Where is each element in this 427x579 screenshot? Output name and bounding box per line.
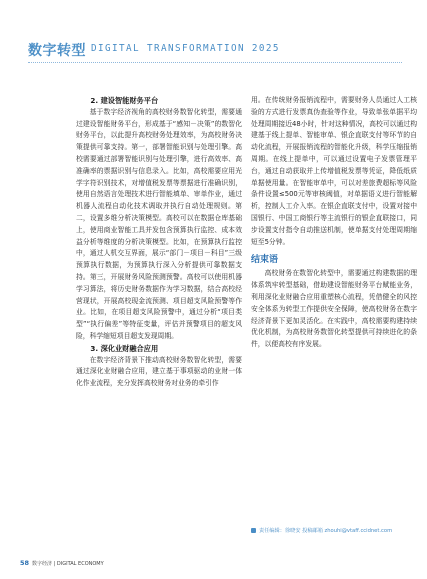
section-heading-3: 3. 深化业财融合应用: [90, 343, 159, 353]
body-paragraph: 高校财务在数智化转型中，需要通过构建数据的理体系筑牢转型基础，借助建设智能财务平台赋能业务，利用深化业财融合应用重塑核心流程，凭借健全的风控安全体系为转型工作提供安全保障，使高校财务在数字经济背景下更加灵活化。在实践中，高校需要构建持续优化机制，为高校财务数智化转型提供可持续进化的条件，以便高校有序发展。: [251, 269, 417, 349]
section-heading-2: 2. 建设智能财务平台: [90, 96, 159, 105]
page-number: 58: [20, 559, 30, 567]
body-paragraph: 在数字经济背景下推动高校财务数智化转型，需要通过深化业财融合应用，建立基于事项驱动的业财一体化作业流程，充分发挥高校财务对业务的牵引作: [76, 355, 242, 388]
editor-text: 责任编辑：徐晓安 投稿邮箱 zhouhi@vtaff.ccidnet.com: [259, 528, 393, 534]
header-divider: [28, 62, 402, 63]
body-paragraph: 基于数字经济视角的高校财务数智化转型，需要通过建设智能财务平台，形成基于“感知－决策”的数智化财务平台，以此提升高校财务处理效率，为高校财务决策提供可靠支持。第一，部署智能识别与处理引擎。高校需要通过部署智能识别与处理引擎，进行高效率、高准确率的票据识别与信息录入。比如，高校需要应用光学字符识别技术，对增值税发票等票据进行准确识别，使用自然语言处理技术进行智能填单、审单作业，通过机器人流程自动化技术调取并执行自动处理规则。第二，设置多维分析决策模型。高校可以在数据仓库基础上，使用商业智能工具并发包含预算执行监控、成本效益分析等维度的分析决策模型。比如，在预算执行监控中，通过人机交互界面，展示“部门－项目－科目”三级预算执行数据，为预算执行深入分析提供可靠数据支持。第三，开展财务风险预测预警。高校可以使用机器学习算法，将历史财务数据作为学习数据，结合高校经营现状，开展高校现金流预测、项目超支风险预警等作业。比如，在项目超支风险预警中，通过分析“项目类型”“执行偏差”等特征变量，评估并预警项目的超支风险，科学缩短项目超支发现周期。: [76, 107, 242, 340]
body-paragraph: 用。在传统财务报销流程中，需要财务人员通过人工核验的方式进行发票真伪查验等作业，导致单张单据平均处理周期接近48小时，针对这种情况，高校可以通过构建基于线上提单、智能审单、银企直联支付等环节的自动化流程，开展报销流程的智能化升级，科学压缩报销周期。在线上提单中，可以通过设置电子发票管理平台，通过自动获取并上传增值税发票等凭证，降低纸质单据使用量。在智能审单中，可以对差旅费超标等风险条件设置≤500元等审核阈值，对单据语义进行智能解析，控制人工介入率。在银企直联支付中，设置对接中国银行、中国工商银行等主流银行的银企直联接口，同步设置支付指令自动推送机制，使单据支付处理周期缩短至5分钟。: [251, 96, 417, 246]
footer-text: 数字经济 | DIGITAL ECONOMY: [32, 561, 104, 567]
left-column: [76, 95, 242, 390]
editor-credit: [251, 527, 411, 539]
section-title-cn: 数字转型: [28, 43, 86, 59]
section-title-en: DIGITAL TRANSFORMATION 2025: [91, 43, 280, 54]
right-column: [251, 95, 417, 351]
page-footer: [20, 559, 104, 569]
conclusion-heading: 结束语: [251, 255, 279, 266]
page-header: [28, 40, 402, 62]
pen-icon: [251, 528, 256, 533]
